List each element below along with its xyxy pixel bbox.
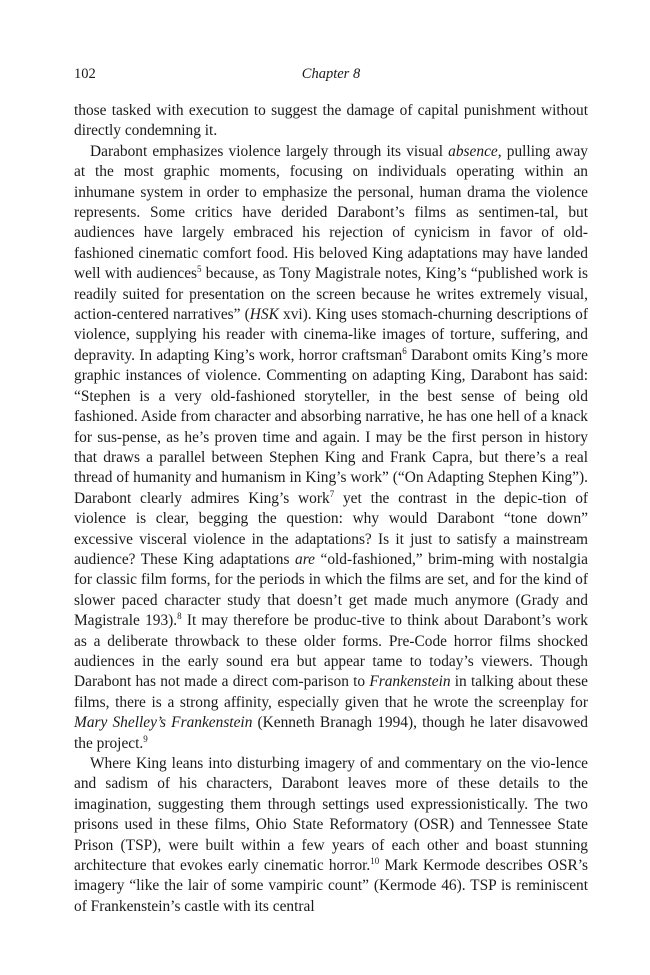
- page-number: 102: [74, 66, 96, 82]
- paragraph: those tasked with execution to suggest the damage of capital punishment without directly condemning it.: [74, 102, 588, 140]
- footnote-marker: 7: [329, 488, 335, 499]
- text-run: in talking about these films, there is a strong affinity, especially given that he wrote the screenplay for: [74, 673, 588, 711]
- emphasis: absence: [448, 142, 498, 160]
- text-run: “old-fashioned,” brim-ming with nostalgia for classic film forms, for the periods in which the films are set, and for the kind of slower paced character study that doesn’t get made much anymore (Grady and Magistrale 193).: [74, 550, 588, 630]
- body-text: [74, 101, 588, 917]
- emphasis: are: [295, 550, 315, 568]
- paragraph: [74, 754, 588, 917]
- text-run: Darabont emphasizes violence largely through its visual: [90, 142, 449, 160]
- text-run: (Kenneth Branagh 1994), though he later disavowed the project.: [74, 714, 588, 752]
- emphasis: Frankenstein: [369, 673, 451, 691]
- running-head: Chapter 8: [301, 66, 361, 82]
- text-run: Where King leans into disturbing imagery of and commentary on the vio-lence and sadism of his characters, Darabont leaves more of these details to the imagination, suggesting them through settings used expressionistically. The two prisons used in these films, Ohio State Reformatory (OSR) and Tennessee State Prison (TSP), were built within a few years of each other and boast stunning architecture that evokes early cinematic horror.: [74, 755, 588, 875]
- paragraph: [74, 142, 588, 754]
- text-run: Mark Kermode describes OSR’s imagery “like the lair of some vampiric count” (Kermode 46). TSP is reminiscent of Frankenstein’s castle with its central: [74, 857, 588, 915]
- text-run: because, as Tony Magistrale notes, King’s “published work is readily suited for presentation on the screen because he writes extremely visual, action-centered narratives” (: [74, 265, 588, 324]
- emphasis: HSK: [249, 306, 279, 324]
- text-run: xvi). King uses stomach-churning descriptions of violence, supplying his reader with cinema-like images of torture, suffering, and depravity. In adapting King’s work, horror craftsman: [74, 306, 588, 364]
- footnote-marker: 10: [370, 855, 380, 866]
- text-run: yet the contrast in the depic-tion of violence is clear, begging the question: why would Darabont “tone down” excessive visceral violence in the adaptations? Is it just to satisfy a mainstream audience? These King adaptations: [74, 489, 589, 568]
- page-header: [74, 66, 588, 88]
- text-run: Darabont omits King’s more graphic instances of violence. Commenting on adapting King, Darabont has said: “Stephen is a very old-fashioned storyteller, in the best sense of being old fashioned. Aside from character and absorbing narrative, he has one hell of a knack for sus-pense, as he’s proven time and again. I may be the first person in history that draws a parallel between Stephen King and Frank Capra, but there’s a real thread of humanity and humanism in King’s work” (“On Adapting Stephen King”). Darabont clearly admires King’s work: [74, 346, 588, 507]
- emphasis: Mary Shelley’s Frankenstein: [74, 714, 253, 732]
- footnote-marker: 5: [197, 264, 202, 275]
- footnote-marker: 8: [177, 611, 182, 622]
- text-run: It may therefore be produc-tive to think about Darabont’s work as a deliberate throwback to these older forms. Pre-Code horror films shocked audiences in the early sound era but appear tame to today’s viewers. Though Darabont has not made a direct com-parison to: [74, 612, 588, 691]
- footnote-marker: 6: [402, 345, 407, 356]
- footnote-marker: 9: [143, 733, 148, 744]
- text-run: , pulling away at the most graphic moments, focusing on individuals operating within an inhumane system in order to emphasize the personal, human drama the violence represents. Some critics have derided Darabont’s films as sentimen-tal, but audiences have largely embraced his rejection of cynicism in favor of old-fashioned cinematic comfort food. His beloved King adaptations may have landed well with audiences: [74, 142, 589, 283]
